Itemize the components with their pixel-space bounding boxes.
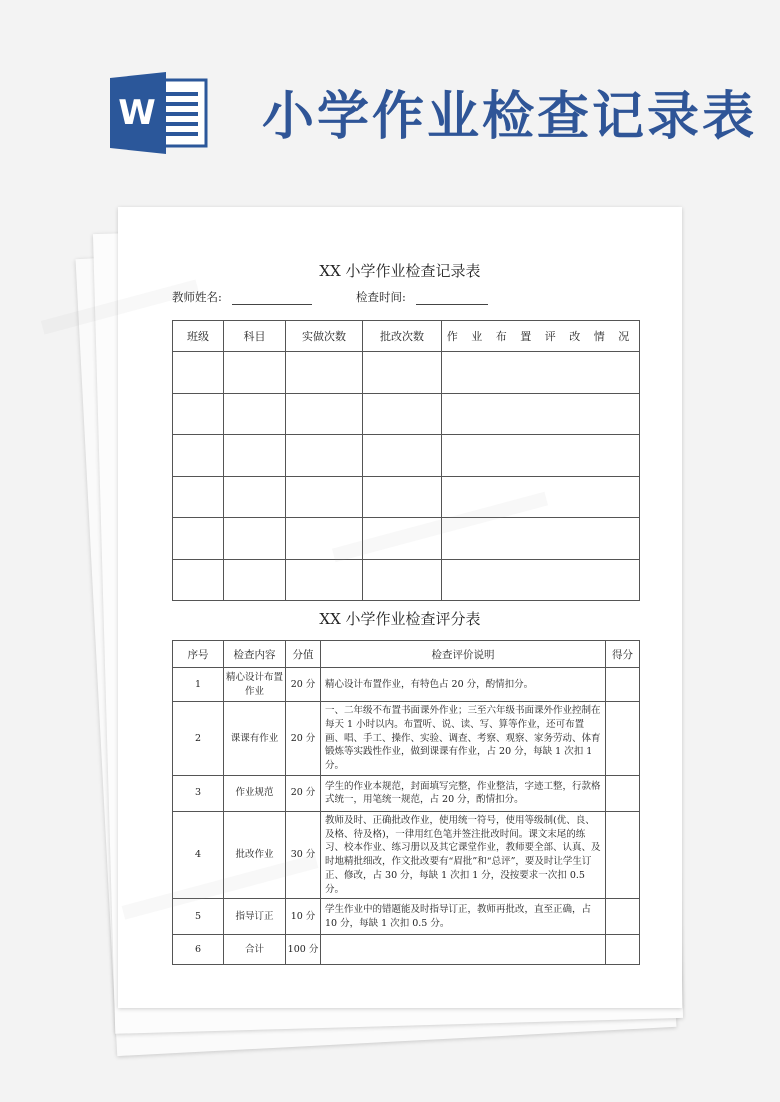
col-description: 检查评价说明 [321, 641, 606, 668]
row-points: 100 分 [286, 935, 321, 965]
check-date-label: 检查时间: [356, 290, 406, 304]
table-row [173, 352, 640, 394]
table-row [173, 476, 640, 518]
score-table [172, 640, 640, 965]
table-row [173, 702, 640, 776]
row-points: 20 分 [286, 775, 321, 811]
record-table-header [173, 321, 640, 352]
col-assignment-status: 作 业 布 置 评 改 情 况 [442, 321, 640, 352]
row-points: 10 分 [286, 899, 321, 935]
teacher-name-line [232, 292, 312, 305]
table-row [173, 393, 640, 435]
check-date-line [416, 292, 488, 305]
row-points: 30 分 [286, 811, 321, 899]
document-page [118, 207, 682, 1008]
row-description: 一、二年级不布置书面课外作业；三至六年级书面课外作业控制在每天 1 小时以内。布置听、说、读、写、算等作业，还可布置画、唱、手工、操作、实验、调查、考察、观察、家务劳动、体育锻炼等实践性作业，做到课课有作业，占 20 分，每缺 1 次扣 1 分。 [321, 702, 606, 776]
col-number: 序号 [173, 641, 224, 668]
row-score [606, 935, 640, 965]
row-score [606, 899, 640, 935]
check-date-field [356, 289, 488, 305]
row-number: 4 [173, 811, 224, 899]
table-row [173, 775, 640, 811]
teacher-name-field [172, 289, 312, 305]
row-number: 1 [173, 668, 224, 702]
col-content: 检查内容 [224, 641, 286, 668]
teacher-name-label: 教师姓名: [172, 290, 222, 304]
row-points: 20 分 [286, 668, 321, 702]
score-table-header [173, 641, 640, 668]
word-logo-letter: W [118, 93, 156, 133]
row-score [606, 668, 640, 702]
row-description: 学生作业中的错题能及时指导订正，教师再批改，直至正确，占 10 分，每缺 1 次扣 0.5 分。 [321, 899, 606, 935]
table-row [173, 811, 640, 899]
row-number: 6 [173, 935, 224, 965]
col-points: 分值 [286, 641, 321, 668]
table-row [173, 899, 640, 935]
col-subject: 科目 [224, 321, 286, 352]
row-description: 教师及时、正确批改作业，使用统一符号，使用等级制(优、良、及格、待及格)，一律用红色笔并签注批改时间。课文末尾的练习、校本作业、练习册以及其它课堂作业，教师要全部、认真、及时地精批细改，作文批改要有“眉批”和“总评”，要及时让学生订正、修改，占 30 分，每缺 1 次扣 1 分，没按要求一次扣 0.5 分。 [321, 811, 606, 899]
row-content: 课课有作业 [224, 702, 286, 776]
row-score [606, 811, 640, 899]
row-description [321, 935, 606, 965]
col-actual-count: 实做次数 [286, 321, 363, 352]
table-row [173, 935, 640, 965]
row-content: 指导订正 [224, 899, 286, 935]
row-content: 作业规范 [224, 775, 286, 811]
record-table [172, 320, 640, 601]
table-row [173, 435, 640, 477]
row-number: 2 [173, 702, 224, 776]
word-logo-icon [110, 72, 208, 154]
row-score [606, 702, 640, 776]
row-number: 5 [173, 899, 224, 935]
table-row [173, 559, 640, 601]
row-content: 精心设计布置作业 [224, 668, 286, 702]
record-table-title: XX 小学作业检查记录表 [319, 262, 481, 280]
page-title: 小学作业检查记录表 [262, 87, 758, 147]
row-content: 合计 [224, 935, 286, 965]
row-points: 20 分 [286, 702, 321, 776]
score-table-title: XX 小学作业检查评分表 [319, 610, 481, 628]
row-content: 批改作业 [224, 811, 286, 899]
row-description: 学生的作业本规范，封面填写完整，作业整洁，字迹工整，行款格式统一，用笔统一规范，占 20 分，酌情扣分。 [321, 775, 606, 811]
table-row [173, 518, 640, 560]
row-description: 精心设计布置作业，有特色占 20 分，酌情扣分。 [321, 668, 606, 702]
col-class: 班级 [173, 321, 224, 352]
col-graded-count: 批改次数 [363, 321, 442, 352]
table-row [173, 668, 640, 702]
col-score: 得分 [606, 641, 640, 668]
row-score [606, 775, 640, 811]
row-number: 3 [173, 775, 224, 811]
